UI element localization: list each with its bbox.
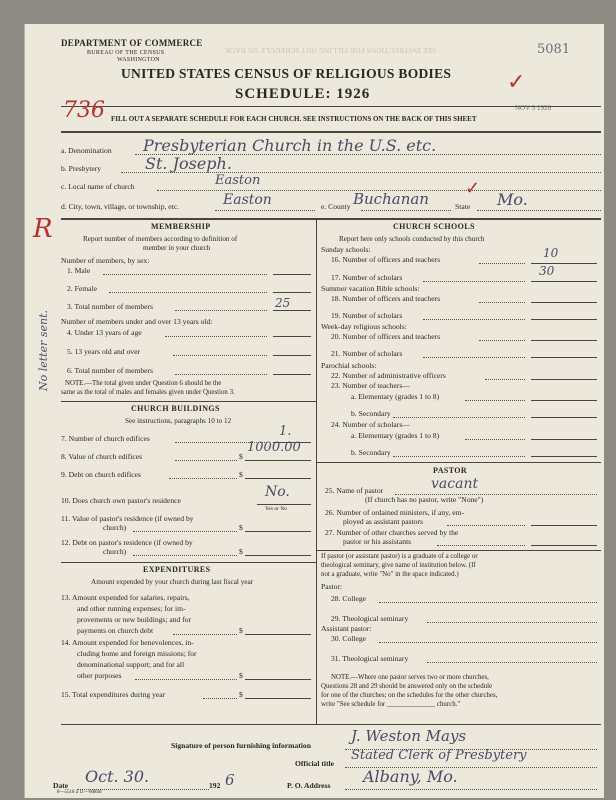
q3-line [175, 310, 267, 311]
q12-answer-line [245, 555, 311, 556]
weekday-schools-label: Week-day religious schools: [321, 322, 407, 331]
pastor-note-4: write "See schedule for ______________ church." [321, 701, 461, 708]
age-label: Number of members under and over 13 years old: [61, 317, 213, 326]
sunday-schools-label: Sunday schools: [321, 245, 371, 254]
q20-line [479, 340, 525, 341]
q3-answer-line [273, 310, 311, 311]
q3-label: 3. Total number of members [67, 302, 154, 311]
form-number: 8—5518 a 11—6084d [57, 790, 102, 795]
q24a-answer-line [531, 439, 597, 440]
census-schedule-sheet [24, 24, 604, 798]
q11-line [133, 531, 237, 532]
q3-value: 25 [275, 296, 291, 310]
signature-value: J. Weston Mays [351, 727, 467, 745]
q15-line [203, 698, 237, 699]
code-mark: 736 [63, 98, 105, 123]
q21-line [423, 357, 525, 358]
q17-label: 17. Number of scholars [331, 273, 403, 282]
q13-line-2: and other running expenses; for im- [77, 604, 186, 613]
q27-line [437, 545, 525, 546]
q18-answer-line [531, 302, 597, 303]
q5-line [173, 355, 267, 356]
q12-line [133, 555, 237, 556]
header-double-rule [61, 131, 601, 133]
q30-label: 30. College [331, 634, 367, 643]
q1-label: 1. Male [67, 266, 91, 275]
buildings-rule [61, 401, 316, 402]
side-note: No letter sent. [37, 309, 51, 392]
q30-line [379, 642, 597, 643]
po-address-value: Albany, Mo. [363, 767, 458, 786]
q26-answer-line [531, 525, 597, 526]
state-line [477, 210, 601, 211]
summer-schools-label: Summer vacation Bible schools: [321, 284, 420, 293]
yes-no-caption: Yes or No [265, 506, 288, 512]
q11-answer-line [245, 531, 311, 532]
q13-line [173, 634, 237, 635]
county-label: e. County [321, 202, 351, 211]
q5-label: 5. 13 years old and over [67, 347, 140, 356]
buildings-heading: CHURCH BUILDINGS [131, 404, 220, 413]
q11-label-1: 11. Value of pastor's residence (if owned by [61, 514, 194, 523]
official-title-label: Official title [295, 759, 335, 768]
expenditures-heading: EXPENDITURES [143, 565, 211, 574]
q17-answer-line [531, 281, 597, 282]
q14-line-3: denominational support; and for all [77, 660, 185, 669]
q8-label: 8. Value of church edifices [61, 452, 143, 461]
q23a-label: a. Elementary (grades 1 to 8) [351, 392, 440, 401]
q8-value: 1000.00 [247, 440, 301, 455]
denomination-value: Presbyterian Church in the U.S. etc. [143, 136, 437, 155]
q24b-answer-line [531, 456, 597, 457]
q25-sub: (If church has no pastor, write "None") [365, 495, 484, 504]
q7-value: 1. [279, 424, 292, 439]
stamp-number: 5081 [537, 42, 571, 57]
q23b-line [393, 417, 525, 418]
main-top-rule [61, 218, 601, 220]
q27-answer-line [531, 545, 597, 546]
expenditures-sub: Amount expended by your church during last fiscal year [91, 578, 254, 586]
q12-label-1: 12. Debt on pastor's residence (if owned by [61, 538, 193, 547]
q14-line-4: other purposes [77, 671, 122, 680]
graduate-rule [316, 550, 601, 551]
q29-label: 29. Theological seminary [331, 614, 409, 623]
q12-label-2: church) [103, 547, 127, 556]
q10-answer-line [257, 504, 311, 505]
q10-value: No. [265, 484, 290, 500]
church-schools-heading: CHURCH SCHOOLS [393, 222, 475, 231]
q14-line [135, 679, 237, 680]
q17-value: 30 [539, 264, 555, 278]
check-mark-icon: ✓ [507, 70, 526, 95]
q4-line [165, 336, 267, 337]
q15-answer-line [245, 698, 311, 699]
q13-line-1: 13. Amount expended for salaries, repairs, [61, 593, 190, 602]
q9-line [169, 478, 237, 479]
q7-label: 7. Number of church edifices [61, 434, 150, 443]
q26-label-1: 26. Number of ordained ministers, if any, em- [325, 508, 465, 517]
q16-label: 16. Number of officers and teachers [331, 255, 441, 264]
r-mark: R [33, 214, 53, 244]
q13-line-4: payments on church debt [77, 626, 154, 635]
membership-intro-2: member in your church [143, 244, 211, 252]
membership-note-2: same as the total of males and females given under Question 3. [61, 389, 235, 396]
q8-line [175, 460, 237, 461]
q12-dollar: $ [239, 547, 243, 556]
q26-label-2: ployed as assistant pastors [343, 517, 423, 526]
q2-answer-line [273, 292, 311, 293]
q4-label: 4. Under 13 years of age [67, 328, 142, 337]
q19-answer-line [531, 319, 597, 320]
q9-answer-line [245, 478, 311, 479]
q14-line-1: 14. Amount expended for benevolences, in- [61, 638, 194, 647]
buildings-sub: See instructions, paragraphs 10 to 12 [125, 417, 232, 425]
county-line [361, 210, 451, 211]
q23b-answer-line [531, 417, 597, 418]
pastor-note-1: NOTE.—Where one pastor serves two or more churches, [331, 674, 489, 681]
graduate-text-3: not a graduate, write "No" in the space indicated.) [321, 571, 459, 578]
q9-dollar: $ [239, 470, 243, 479]
q29-line [427, 622, 597, 623]
state-label: State [455, 202, 471, 211]
bureau-label: BUREAU OF THE CENSUS [87, 50, 165, 56]
bleed-through-text: SEE INSTRUCTIONS FOR FILLING OUT SCHEDULE ON BACK [225, 46, 437, 54]
q13-dollar: $ [239, 626, 243, 635]
q27-label-2: pastor or his assistants [343, 537, 412, 546]
q24a-line [465, 439, 525, 440]
q31-label: 31. Theological seminary [331, 654, 409, 663]
q17-line [423, 281, 525, 282]
date-label: Date [53, 781, 69, 790]
graduate-text-2: theological seminary, give name of institution below. (If [321, 562, 476, 569]
q15-dollar: $ [239, 690, 243, 699]
q6-answer-line [273, 374, 311, 375]
state-value: Mo. [497, 190, 528, 209]
q24b-line [393, 456, 525, 457]
q19-line [423, 319, 525, 320]
schedule-title: SCHEDULE: 1926 [235, 86, 371, 102]
city-line [215, 210, 315, 211]
pastor-heading: PASTOR [433, 466, 468, 475]
q6-line [175, 374, 267, 375]
city-field-label: d. City, town, village, or township, etc. [61, 202, 180, 211]
q24a-label: a. Elementary (grades 1 to 8) [351, 431, 440, 440]
date-value: Oct. 30. [85, 767, 150, 786]
q11-dollar: $ [239, 523, 243, 532]
q18-label: 18. Number of officers and teachers [331, 294, 441, 303]
pastor-rule [316, 462, 601, 463]
pastor-label: Pastor: [321, 582, 343, 591]
received-date-stamp: NOV 5 1926 [515, 104, 552, 112]
q6-label: 6. Total number of members [67, 366, 154, 375]
q22-label: 22. Number of administrative officers [331, 371, 446, 380]
q20-label: 20. Number of officers and teachers [331, 332, 441, 341]
q28-label: 28. College [331, 594, 367, 603]
q24b-label: b. Secondary [351, 448, 391, 457]
po-address-label: P. O. Address [287, 781, 331, 790]
q10-label: 10. Does church own pastor's residence [61, 496, 181, 505]
local-name-label: c. Local name of church [61, 182, 135, 191]
column-divider [316, 218, 317, 724]
parochial-schools-label: Parochial schools: [321, 361, 377, 370]
membership-intro-1: Report number of members according to definition of [83, 235, 238, 243]
signature-label: Signature of person furnishing information [171, 741, 311, 750]
q4-answer-line [273, 336, 311, 337]
q25-label: 25. Name of pastor [325, 486, 384, 495]
year-prefix: 192 [209, 781, 221, 790]
q24-label: 24. Number of scholars— [331, 420, 410, 429]
denomination-label: a. Denomination [61, 146, 112, 155]
q31-line [427, 662, 597, 663]
main-bottom-rule [61, 724, 601, 725]
q15-label: 15. Total expenditures during year [61, 690, 166, 699]
city-value: Easton [223, 192, 272, 208]
members-by-sex-label: Number of members, by sex: [61, 256, 150, 265]
q20-answer-line [531, 340, 597, 341]
q16-line [479, 263, 525, 264]
q5-answer-line [273, 355, 311, 356]
department-label: DEPARTMENT OF COMMERCE [61, 38, 203, 48]
q27-label-1: 27. Number of other churches served by the [325, 528, 459, 537]
year-value: 6 [225, 771, 235, 789]
q13-answer-line [245, 634, 311, 635]
po-address-line [345, 789, 597, 790]
pastor-note-3: for one of the churches; on the schedules for the other churches, [321, 692, 498, 699]
q16-value: 10 [543, 246, 559, 260]
q8-dollar: $ [239, 452, 243, 461]
q1-answer-line [273, 274, 311, 275]
q21-label: 21. Number of scholars [331, 349, 403, 358]
q21-answer-line [531, 357, 597, 358]
presbytery-value: St. Joseph. [145, 154, 232, 173]
membership-heading: MEMBERSHIP [151, 222, 211, 231]
q11-label-2: church) [103, 523, 127, 532]
separate-schedule-instruction: FILL OUT A SEPARATE SCHEDULE FOR EACH CHURCH. SEE INSTRUCTIONS ON THE BACK OF THIS SHEET [111, 115, 477, 123]
q19-label: 19. Number of scholars [331, 311, 403, 320]
q9-label: 9. Debt on church edifices [61, 470, 141, 479]
official-title-value: Stated Clerk of Presbytery [351, 748, 527, 763]
q23-label: 23. Number of teachers— [331, 381, 410, 390]
q14-dollar: $ [239, 671, 243, 680]
q2-label: 2. Female [67, 284, 97, 293]
q1-line [103, 274, 267, 275]
q22-line [485, 379, 525, 380]
q22-answer-line [531, 379, 597, 380]
graduate-text-1: If pastor (or assistant pastor) is a graduate of a college or [321, 553, 478, 560]
presbytery-label: b. Presbytery [61, 164, 102, 173]
q28-line [379, 602, 597, 603]
expenditures-rule [61, 562, 316, 563]
local-name-value: Easton [215, 173, 261, 188]
q23b-label: b. Secondary [351, 409, 391, 418]
q2-line [109, 292, 267, 293]
q18-line [479, 302, 525, 303]
county-value: Buchanan [353, 190, 429, 208]
q23a-answer-line [531, 400, 597, 401]
pastor-note-2: Questions 28 and 29 should be answered only on the schedule [321, 683, 493, 690]
q14-line-2: cluding home and foreign missions; for [77, 649, 197, 658]
schools-intro: Report here only schools conducted by this church [339, 235, 485, 243]
q25-value: vacant [431, 476, 479, 492]
q8-answer-line [245, 460, 311, 461]
q14-answer-line [245, 679, 311, 680]
assistant-pastor-label: Assistant pastor: [321, 624, 372, 633]
q23a-line [465, 400, 525, 401]
q13-line-3: provements or new buildings; and for [77, 615, 192, 624]
city-label: WASHINGTON [117, 57, 160, 63]
membership-note-1: NOTE.—The total given under Question 6 should be the [65, 380, 222, 387]
check-mark-icon: ✓ [465, 178, 481, 199]
q26-line [447, 525, 525, 526]
form-title: UNITED STATES CENSUS OF RELIGIOUS BODIES [121, 66, 452, 81]
